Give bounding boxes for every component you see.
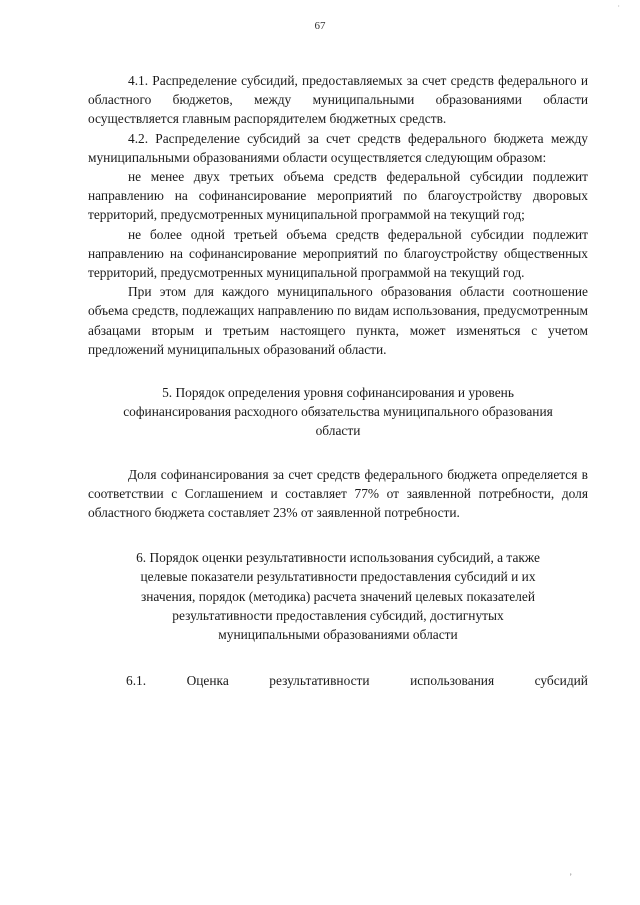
paragraph-4-2-sootnoshenie: При этом для каждого муниципального образования области соотношение объема средств, подлежащих направлению по видам использования, предусмотренным абзацами вторым и третьим настоящего пункта, может изменяться с учетом предложений муниципальных образований области. bbox=[88, 284, 588, 357]
paragraph-4-1: 4.1. Распределение субсидий, предоставляемых за счет средств федерального и областного бюджетов, между муниципальными образованиями области осуществляется главным распорядителем бюджетных средств. bbox=[88, 73, 588, 127]
paragraph-6-1-word: Оценка bbox=[186, 673, 229, 689]
page-number: 67 bbox=[314, 20, 326, 32]
paragraph-4-2-obshchestvennye: не более одной третьей объема средств федеральной субсидии подлежит направлению на софинансирование мероприятий по благоустройству общественных территорий, предусмотренных муниципальной программой на текущий год. bbox=[88, 226, 588, 281]
section-6-heading: 6. Порядок оценки результативности использования субсидий, а также целевые показатели результативности предоставления субсидий и их значения, порядок (методика) расчета значений целевых показателей результативности предоставления субсидий, достигнутых муниципальными образованиями области bbox=[136, 550, 540, 643]
scan-mark-bottom: ’ bbox=[569, 872, 572, 881]
section-5-heading: 5. Порядок определения уровня софинансирования и уровень софинансирования расходного обязательства муниципального образования области bbox=[123, 385, 553, 439]
paragraph-6-1-word: использования bbox=[410, 673, 495, 689]
paragraph-6-1-word: субсидий bbox=[534, 673, 588, 689]
document-body bbox=[88, 71, 588, 690]
paragraph-4-2-dvorovye: не менее двух третьих объема средств федеральной субсидии подлежит направлению на софинансирование мероприятий по благоустройству дворовых территорий, предусмотренных муниципальной программой на текущий год; bbox=[88, 169, 588, 223]
paragraph-5: Доля софинансирования за счет средств федерального бюджета определяется в соответствии с Соглашением и составляет 77% от заявленной потребности, доля областного бюджета составляет 23% от заявленной потребности. bbox=[88, 466, 588, 521]
paragraph-6-1-number: 6.1. bbox=[126, 673, 147, 689]
paragraph-6-1-word: результативности bbox=[269, 673, 370, 689]
paragraph-6-1-start bbox=[88, 671, 588, 690]
paragraph-4-2: 4.2. Распределение субсидий за счет средств федерального бюджета между муниципальными образованиями области осуществляется следующим образом: bbox=[88, 130, 588, 165]
scan-mark-top: · bbox=[617, 2, 620, 11]
